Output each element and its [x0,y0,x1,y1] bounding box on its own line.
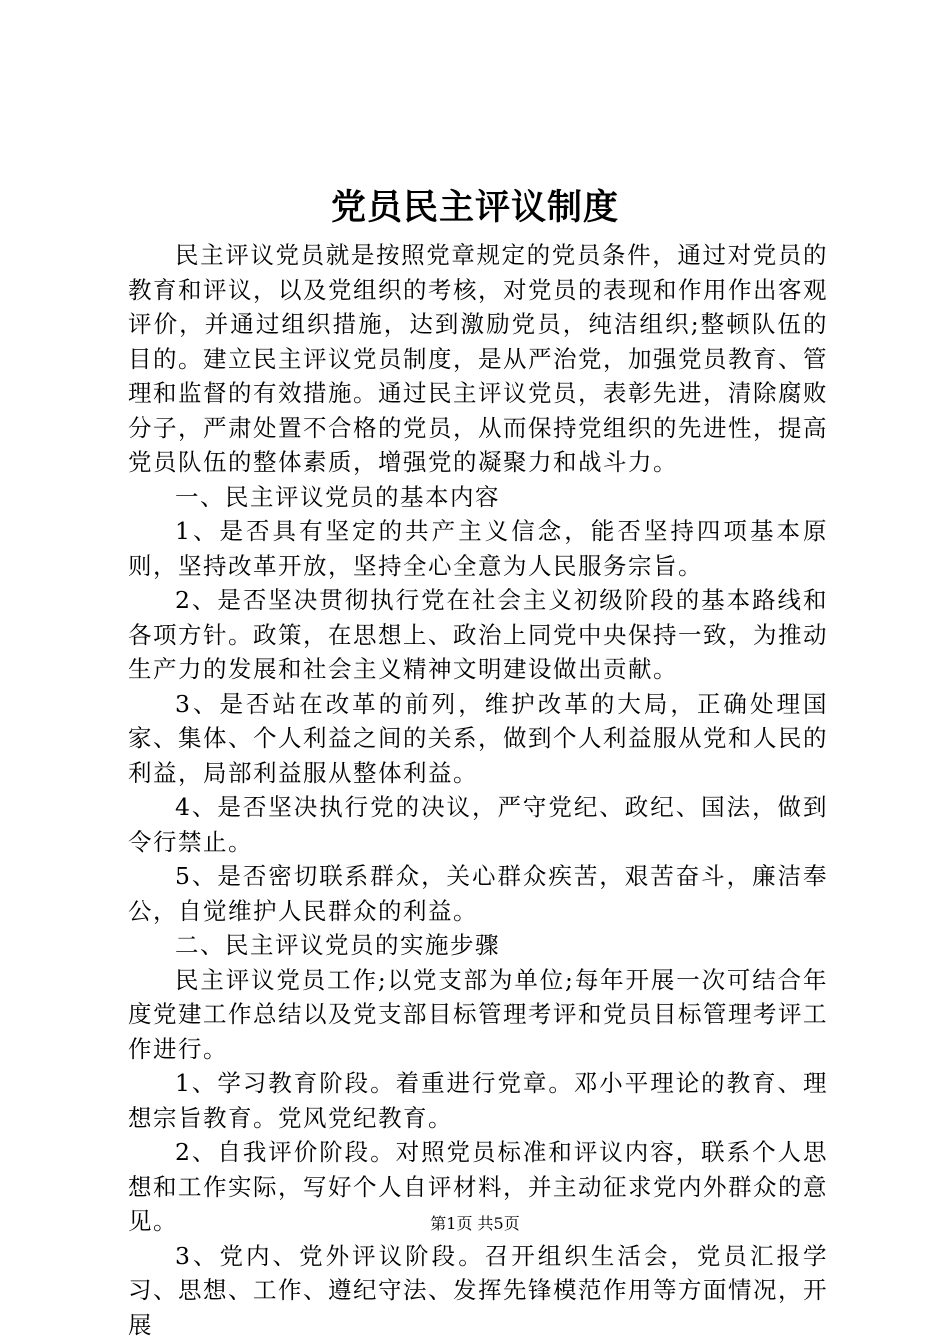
paragraph-item-4: 4、是否坚决执行党的决议，严守党纪、政纪、国法，做到令行禁止。 [128,793,828,856]
paragraph-step-3: 3、党内、党外评议阶段。召开组织生活会，党员汇报学习、思想、工作、遵纪守法、发挥先锋模范作用等方面情况，开展 [128,1241,828,1339]
paragraph-item-2: 2、是否坚决贯彻执行党在社会主义初级阶段的基本路线和各项方针。政策，在思想上、政治上同党中央保持一致，为推动生产力的发展和社会主义精神文明建设做出贡献。 [128,586,828,683]
section-heading-basic-content: 一、民主评议党员的基本内容 [175,482,500,511]
paragraph-step-2: 2、自我评价阶段。对照党员标准和评议内容，联系个人思想和工作实际，写好个人自评材料，并主动征求党内外群众的意见。 [128,1138,828,1235]
paragraph-intro: 民主评议党员就是按照党章规定的党员条件，通过对党员的教育和评议，以及党组织的考核，对党员的表现和作用作出客观评价，并通过组织措施，达到激励党员，纯洁组织;整顿队伍的目的。建立民主评议党员制度，是从严治党，加强党员教育、管理和监督的有效措施。通过民主评议党员，表彰先进，清除腐败分子，严肃处置不合格的党员，从而保持党组织的先进性，提高党员队伍的整体素质，增强党的凝聚力和战斗力。 [128,241,828,476]
paragraph-steps-intro: 民主评议党员工作;以党支部为单位;每年开展一次可结合年度党建工作总结以及党支部目标管理考评和党员目标管理考评工作进行。 [128,965,828,1063]
section-heading-steps: 二、民主评议党员的实施步骤 [175,931,500,959]
page-number-footer: 第1页 共5页 [430,1214,520,1233]
paragraph-item-3: 3、是否站在改革的前列，维护改革的大局，正确处理国家、集体、个人利益之间的关系，做到个人利益服从党和人民的利益，局部利益服从整体利益。 [128,689,828,787]
document-body [128,238,828,1342]
paragraph-step-1: 1、学习教育阶段。着重进行党章。邓小平理论的教育、理想宗旨教育。党风党纪教育。 [128,1069,828,1132]
paragraph-item-5: 5、是否密切联系群众，关心群众疾苦，艰苦奋斗，廉洁奉公，自觉维护人民群众的利益。 [128,862,828,925]
document-title: 党员民主评议制度 [330,187,619,228]
paragraph-item-1: 1、是否具有坚定的共产主义信念，能否坚持四项基本原则，坚持改革开放，坚持全心全意为人民服务宗旨。 [128,517,828,580]
